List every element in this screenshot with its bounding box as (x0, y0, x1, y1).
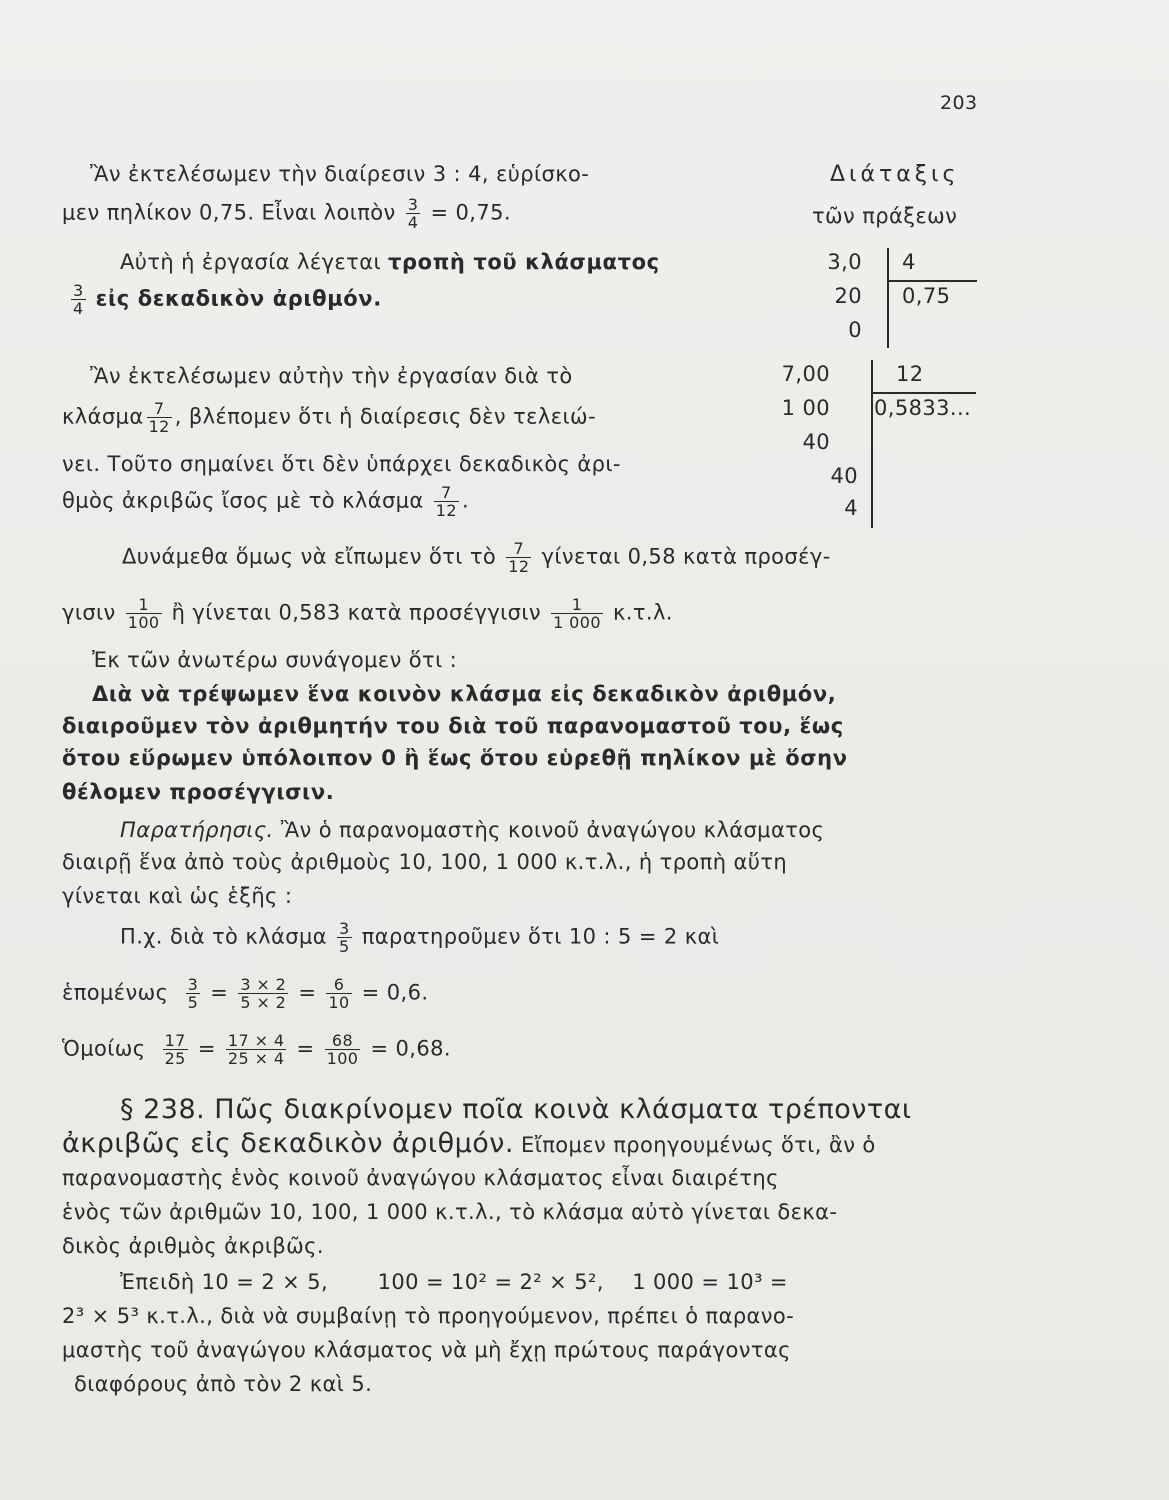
para2-line1: Ἂν ἐκτελέσωμεν αὐτὴν τὴν ἐργασίαν διὰ τὸ (90, 364, 573, 388)
division2-row5: 4 (844, 496, 858, 520)
rule-line4: θέλομεν προσέγγισιν. (62, 780, 335, 804)
para2-line4: θμὸς ἀκριβῶς ἴσος μὲ τὸ κλάσμα $\frac{7}{12}$ . (62, 483, 470, 520)
page-number: 203 (940, 92, 978, 114)
para3-line2: γισιν $\frac{1}{100}$ ἢ γίνεται 0,583 κατὰ προσέγγισιν $\frac{1}{1 000}$ κ.τ.λ. (62, 595, 673, 632)
division2-divisor: 12 (896, 362, 924, 386)
division2-row2: 1 00 (781, 396, 830, 420)
fraction: $\frac{7}{12}$ (435, 483, 457, 520)
division1-horizontal-bar (887, 280, 977, 282)
division2-row3: 40 (802, 430, 830, 454)
division2-row4: 40 (830, 464, 858, 488)
remark-line1: Παρατήρησις. Ἂν ὁ παρανομαστὴς κοινοῦ ἀναγώγου κλάσματος (120, 818, 825, 842)
rule-line3: ὅτου εὕρωμεν ὑπόλοιπον 0 ἢ ἕως ὅτου εὑρεθῇ πηλίκον μὲ ὅσην (62, 746, 848, 770)
fraction: $\frac{3}{4}$ (407, 195, 419, 232)
fraction: $\frac{6}{10}$ (328, 975, 350, 1012)
example-line1: Π.χ. διὰ τὸ κλάσμα $\frac{3}{5}$ παρατηροῦμεν ὅτι 10 : 5 = 2 καὶ (120, 919, 720, 956)
division1-row1: 3,0 (827, 250, 862, 274)
section-line9: διαφόρους ἀπὸ τὸν 2 καὶ 5. (74, 1372, 373, 1396)
section-heading-line1: § 238. Πῶς διακρίνομεν ποῖα κοινὰ κλάσματα τρέπονται (120, 1094, 912, 1125)
para2-line3: νει. Τοῦτο σημαίνει ὅτι δὲν ὑπάρχει δεκαδικὸς ἀρι- (62, 452, 621, 476)
division1-quotient: 0,75 (902, 284, 951, 308)
division2-quotient: 0,5833... (874, 396, 972, 420)
fraction: $\frac{17 \times 4}{25 \times 4}$ (227, 1031, 285, 1068)
para1-line1: Ἂν ἐκτελέσωμεν τὴν διαίρεσιν 3 : 4, εὑρίσκο- (90, 162, 590, 186)
division1-divisor: 4 (902, 250, 916, 274)
para1-line3: Αὐτὴ ἡ ἐργασία λέγεται τροπὴ τοῦ κλάσματος (120, 250, 660, 274)
division1-row2: 20 (834, 284, 862, 308)
para3-line1: Δυνάμεθα ὅμως νὰ εἴπωμεν ὅτι τὸ $\frac{7}{12}$ γίνεται 0,58 κατὰ προσέγ- (122, 539, 831, 576)
division1-vertical-bar (887, 248, 889, 348)
rule-line1: Διὰ νὰ τρέψωμεν ἕνα κοινὸν κλάσμα εἰς δεκαδικὸν ἀριθμόν, (92, 682, 837, 706)
fraction: $\frac{1}{100}$ (127, 595, 160, 632)
fraction: $\frac{1}{1 000}$ (553, 595, 601, 632)
section-line3: παρανομαστὴς ἑνὸς κοινοῦ ἀναγώγου κλάσματος εἶναι διαιρέτης (62, 1166, 779, 1190)
fraction: $\frac{7}{12}$ (148, 399, 170, 436)
section-line6: Ἐπειδὴ 10 = 2 × 5, 100 = 10² = 2² × 5², 1 000 = 10³ = (120, 1270, 788, 1294)
example-line3: Ὁμοίως $\frac{17}{25}$ = $\frac{17 \times 4}{25 \times 4}$ = $\frac{68}{100}$ = 0,68. (62, 1031, 451, 1068)
para1-line4: $\frac{3}{4}$ εἰς δεκαδικὸν ἀριθμόν. (73, 281, 382, 318)
fraction: $\frac{7}{12}$ (508, 539, 530, 576)
example-line2: ἑπομένως $\frac{3}{5}$ = $\frac{3 \times 2}{5 \times 2}$ = $\frac{6}{10}$ = 0,6. (62, 975, 429, 1012)
para1-line2: μεν πηλίκον 0,75. Εἶναι λοιπὸν $\frac{3}{4}$ = 0,75. (62, 195, 511, 232)
remark-label: Παρατήρησις. (120, 818, 274, 842)
rule-line2: διαιροῦμεν τὸν ἀριθμητήν του διὰ τοῦ παρανομαστοῦ του, ἕως (62, 714, 844, 738)
section-line8: μαστὴς τοῦ ἀναγώγου κλάσματος νὰ μὴ ἔχῃ πρώτους παράγοντας (62, 1338, 791, 1362)
fraction: $\frac{68}{100}$ (326, 1031, 359, 1068)
para2-line2: κλάσμα $\frac{7}{12}$ , βλέπομεν ὅτι ἡ διαίρεσις δὲν τελειώ- (62, 399, 596, 436)
section-line4: ἑνὸς τῶν ἀριθμῶν 10, 100, 1 000 κ.τ.λ., τὸ κλάσμα αὐτὸ γίνεται δεκα- (62, 1200, 838, 1224)
division2-horizontal-bar (871, 392, 976, 394)
para4: Ἐκ τῶν ἀνωτέρω συνάγομεν ὅτι : (92, 648, 458, 672)
section-heading-line2: ἀκριβῶς εἰς δεκαδικὸν ἀριθμόν. Εἴπομεν προηγουμένως ὅτι, ἂν ὁ (62, 1128, 876, 1159)
fraction: $\frac{3 \times 2}{5 \times 2}$ (240, 975, 287, 1012)
side-heading-subtitle: τῶν πράξεων (812, 204, 958, 228)
division2-vertical-bar (871, 360, 873, 528)
division2-row1: 7,00 (781, 362, 830, 386)
section-line7: 2³ × 5³ κ.τ.λ., διὰ νὰ συμβαίνῃ τὸ προηγούμενον, πρέπει ὁ παρανο- (62, 1304, 795, 1328)
fraction: $\frac{3}{5}$ (187, 975, 199, 1012)
remark-line2: διαιρῇ ἕνα ἀπὸ τοὺς ἀριθμοὺς 10, 100, 1 000 κ.τ.λ., ἡ τροπὴ αὕτη (62, 850, 788, 874)
fraction: $\frac{3}{4}$ (73, 281, 84, 318)
side-heading-title: Διάταξις (830, 162, 960, 187)
fraction: $\frac{17}{25}$ (164, 1031, 186, 1068)
section-line5: δικὸς ἀριθμὸς ἀκριβῶς. (62, 1234, 324, 1258)
remark-line3: γίνεται καὶ ὡς ἑξῆς : (62, 884, 293, 908)
division1-row3: 0 (848, 318, 862, 342)
fraction: $\frac{3}{5}$ (339, 919, 350, 956)
